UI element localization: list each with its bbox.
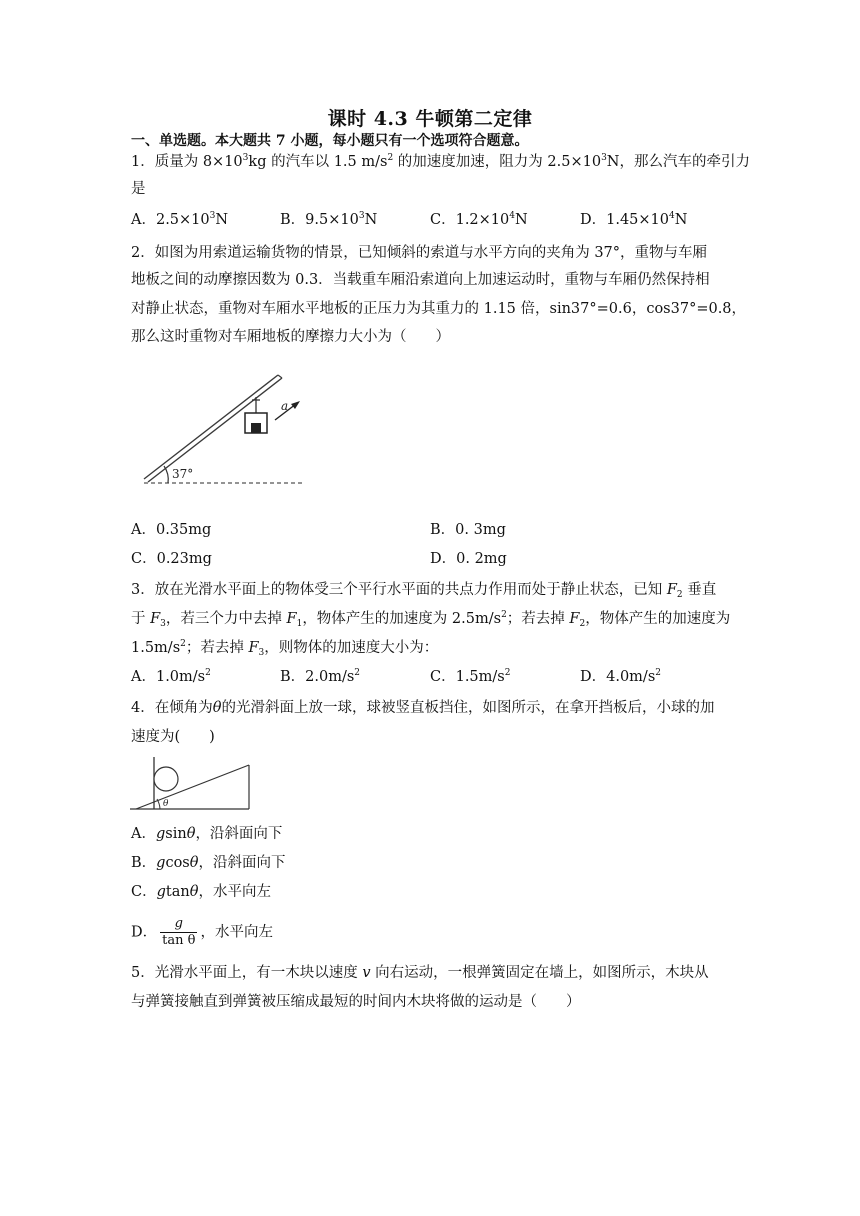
angle-label: 37°: [172, 467, 194, 481]
ropeway-figure: [138, 370, 308, 490]
q1-option-a: A．$2.5\times 10^3N$: [131, 211, 229, 228]
q2-stem-line3: 对静止状态，重物对车厢水平地板的正压力为其重力的 1.15 倍，sin37°=0.6，cos37°=0.8，: [131, 301, 747, 317]
q3-option-a: A．$1.0m/s^2$: [131, 668, 211, 685]
q3-stem-line3: $1.5m/s^2$；若去掉 $F_3$，则物体的加速度大小为：: [131, 639, 439, 658]
section-heading: 一、单选题。本大题共 7 小题，每小题只有一个选项符合题意。: [131, 133, 529, 149]
q3-stem-line1: 3．放在光滑水平面上的物体受三个平行水平面的共点力作用而处于静止状态，已知 $F_2$ 垂直: [131, 582, 717, 600]
q4-stem-line1: 4．在倾角为θ的光滑斜面上放一球，球被竖直板挡住，如图所示，在拿开挡板后，小球的加: [131, 700, 715, 716]
q2-stem-line1: 2．如图为用索道运输货物的情景，已知倾斜的索道与水平方向的夹角为 37°，重物与车厢: [131, 245, 708, 261]
q2-stem-line4: 那么这时重物对车厢地板的摩擦力大小为（ ）: [131, 329, 450, 345]
q4-option-c: C．gtanθ，水平向左: [131, 884, 271, 900]
q4-option-b: B．gcosθ，沿斜面向下: [131, 855, 286, 871]
q4-stem-line2: 速度为( ): [131, 729, 215, 745]
page-title: 课时 4.3 牛顿第二定律: [327, 108, 533, 130]
fraction: $\frac{g}{\text{tan θ}}$: [162, 916, 196, 948]
q5-stem-line2: 与弹簧接触直到弹簧被压缩成最短的时间内木块将做的运动是（ ）: [131, 994, 581, 1010]
q3-stem-line2: 于 $F_3$，若三个力中去掉 $F_1$，物体产生的加速度为 $2.5m/s^2$；若去掉 $F_2$，物体产生的加速度为: [131, 610, 731, 629]
q4-option-a: A．gsinθ，沿斜面向下: [131, 826, 283, 842]
q4-option-d: D． $\frac{g}{\text{tan θ}}$ ，水平向左: [131, 916, 273, 948]
q2-option-d: D．0. 2mg: [430, 551, 507, 567]
q2-option-a: A．0.35mg: [131, 522, 212, 538]
q2-option-b: B．0. 3mg: [430, 522, 506, 538]
q2-option-c: C．0.23mg: [131, 551, 212, 567]
theta-label: θ: [163, 799, 169, 809]
q3-option-c: C．$1.5m/s^2$: [430, 668, 511, 685]
q1-stem-line1: 1．质量为 $8\times 10^3kg$ 的汽车以 1.5 $m/s^2$ 的加速度加速，阻力为 $2.5\times 10^3N$，那么汽车的牵引力: [131, 153, 750, 170]
q3-option-d: D．$4.0m/s^2$: [580, 668, 661, 685]
q1-option-b: B．$9.5\times 10^3N$: [280, 211, 378, 228]
q1-option-c: C．$1.2\times 10^4N$: [430, 211, 528, 228]
q3-option-b: B．$2.0m/s^2$: [280, 668, 361, 685]
accel-label: a: [281, 399, 289, 413]
q1-option-d: D．$1.45\times 10^4N$: [580, 211, 688, 228]
q2-stem-line2: 地板之间的动摩擦因数为 0.3．当载重车厢沿索道向上加速运动时，重物与车厢仍然保持相: [131, 272, 710, 288]
incline-ball-figure: [128, 757, 254, 815]
q5-stem-line1: 5．光滑水平面上，有一木块以速度 v 向右运动，一根弹簧固定在墙上，如图所示，木块从: [131, 965, 709, 981]
q1-stem-line2: 是: [131, 181, 146, 197]
